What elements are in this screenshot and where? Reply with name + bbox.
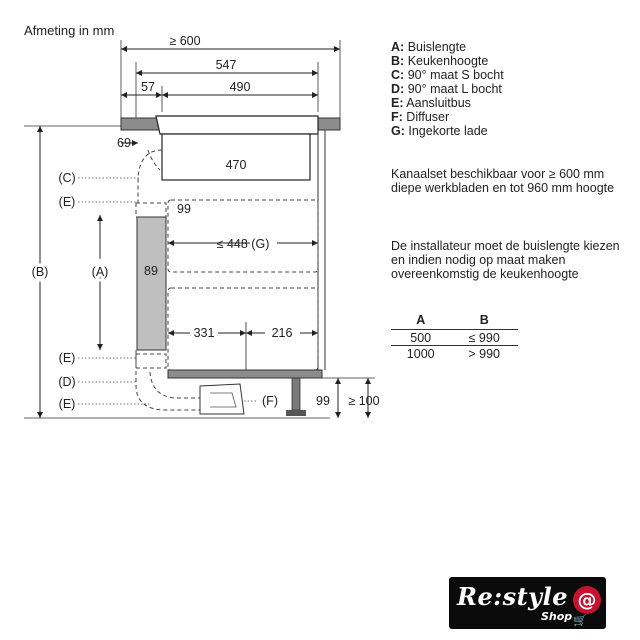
cart-icon: 🛒 <box>573 615 587 627</box>
hob <box>156 116 318 134</box>
plinth-99-label: 99 <box>316 394 330 408</box>
dimension-lines <box>40 49 368 418</box>
duct <box>137 217 166 350</box>
length-table <box>391 313 518 361</box>
hob-unit <box>162 134 310 180</box>
callout-b: (B) <box>31 265 49 279</box>
callout-a: (A) <box>91 265 109 279</box>
duct-89-label: 89 <box>144 264 158 278</box>
dim-216-label: 216 <box>271 326 293 340</box>
cabinet-leg <box>292 378 300 410</box>
legend-item: G: Ingekorte lade <box>391 124 488 138</box>
s-bend <box>138 150 162 205</box>
units-label: Afmeting in mm <box>24 23 115 38</box>
legend-item: F: Diffuser <box>391 110 450 124</box>
callout-c: (C) <box>58 171 76 185</box>
diffuser <box>200 384 244 414</box>
extension-lines <box>24 40 375 418</box>
callout-e-top: (E) <box>58 195 76 209</box>
installer-note: De installateur moet de buislengte kiezen en indien nodig op maat maken overeenkomstig de keukenhoogte <box>391 239 620 281</box>
plinth-board <box>168 370 322 378</box>
logo-name: Re:style <box>457 582 569 611</box>
legend-item: D: 90° maat L bocht <box>391 82 502 96</box>
plinth-100-label: ≥ 100 <box>348 394 380 408</box>
drawer-lower <box>168 288 318 370</box>
leg-foot <box>286 410 306 416</box>
at-icon: @ <box>573 586 601 614</box>
dim-total-width-label: ≥ 600 <box>169 34 201 48</box>
dim-69-label: 69 <box>117 136 131 150</box>
dim-448-label: ≤ 448 (G) <box>216 237 270 251</box>
callout-e-mid: (E) <box>58 351 76 365</box>
cabinet <box>318 130 325 370</box>
dim-470-label: 470 <box>225 158 247 172</box>
legend-item: A: Buislengte <box>391 40 467 54</box>
legend-item: C: 90° maat S bocht <box>391 68 504 82</box>
table-row: 500 ≤ 990 <box>391 330 518 346</box>
callout-e-bottom: (E) <box>58 397 76 411</box>
gap-99-label: 99 <box>177 202 191 216</box>
legend <box>391 40 504 138</box>
dim-331-label: 331 <box>193 326 215 340</box>
table-row: 1000 > 990 <box>406 347 501 361</box>
dim-547-label: 547 <box>215 58 237 72</box>
restyle-shop-logo <box>449 577 606 629</box>
legend-item: B: Keukenhoogte <box>391 54 489 68</box>
dim-57-label: 57 <box>141 80 155 94</box>
dim-490-label: 490 <box>229 80 251 94</box>
callout-f: (F) <box>262 394 278 408</box>
callout-d: (D) <box>58 375 76 389</box>
logo-sub: Shop <box>541 610 573 623</box>
table-header: B <box>450 313 518 330</box>
kit-note: Kanaalset beschikbaar voor ≥ 600 mm diepe werkbladen en tot 960 mm hoogte <box>391 167 615 195</box>
legend-item: E: Aansluitbus <box>391 96 471 110</box>
table-header: A <box>391 313 450 330</box>
